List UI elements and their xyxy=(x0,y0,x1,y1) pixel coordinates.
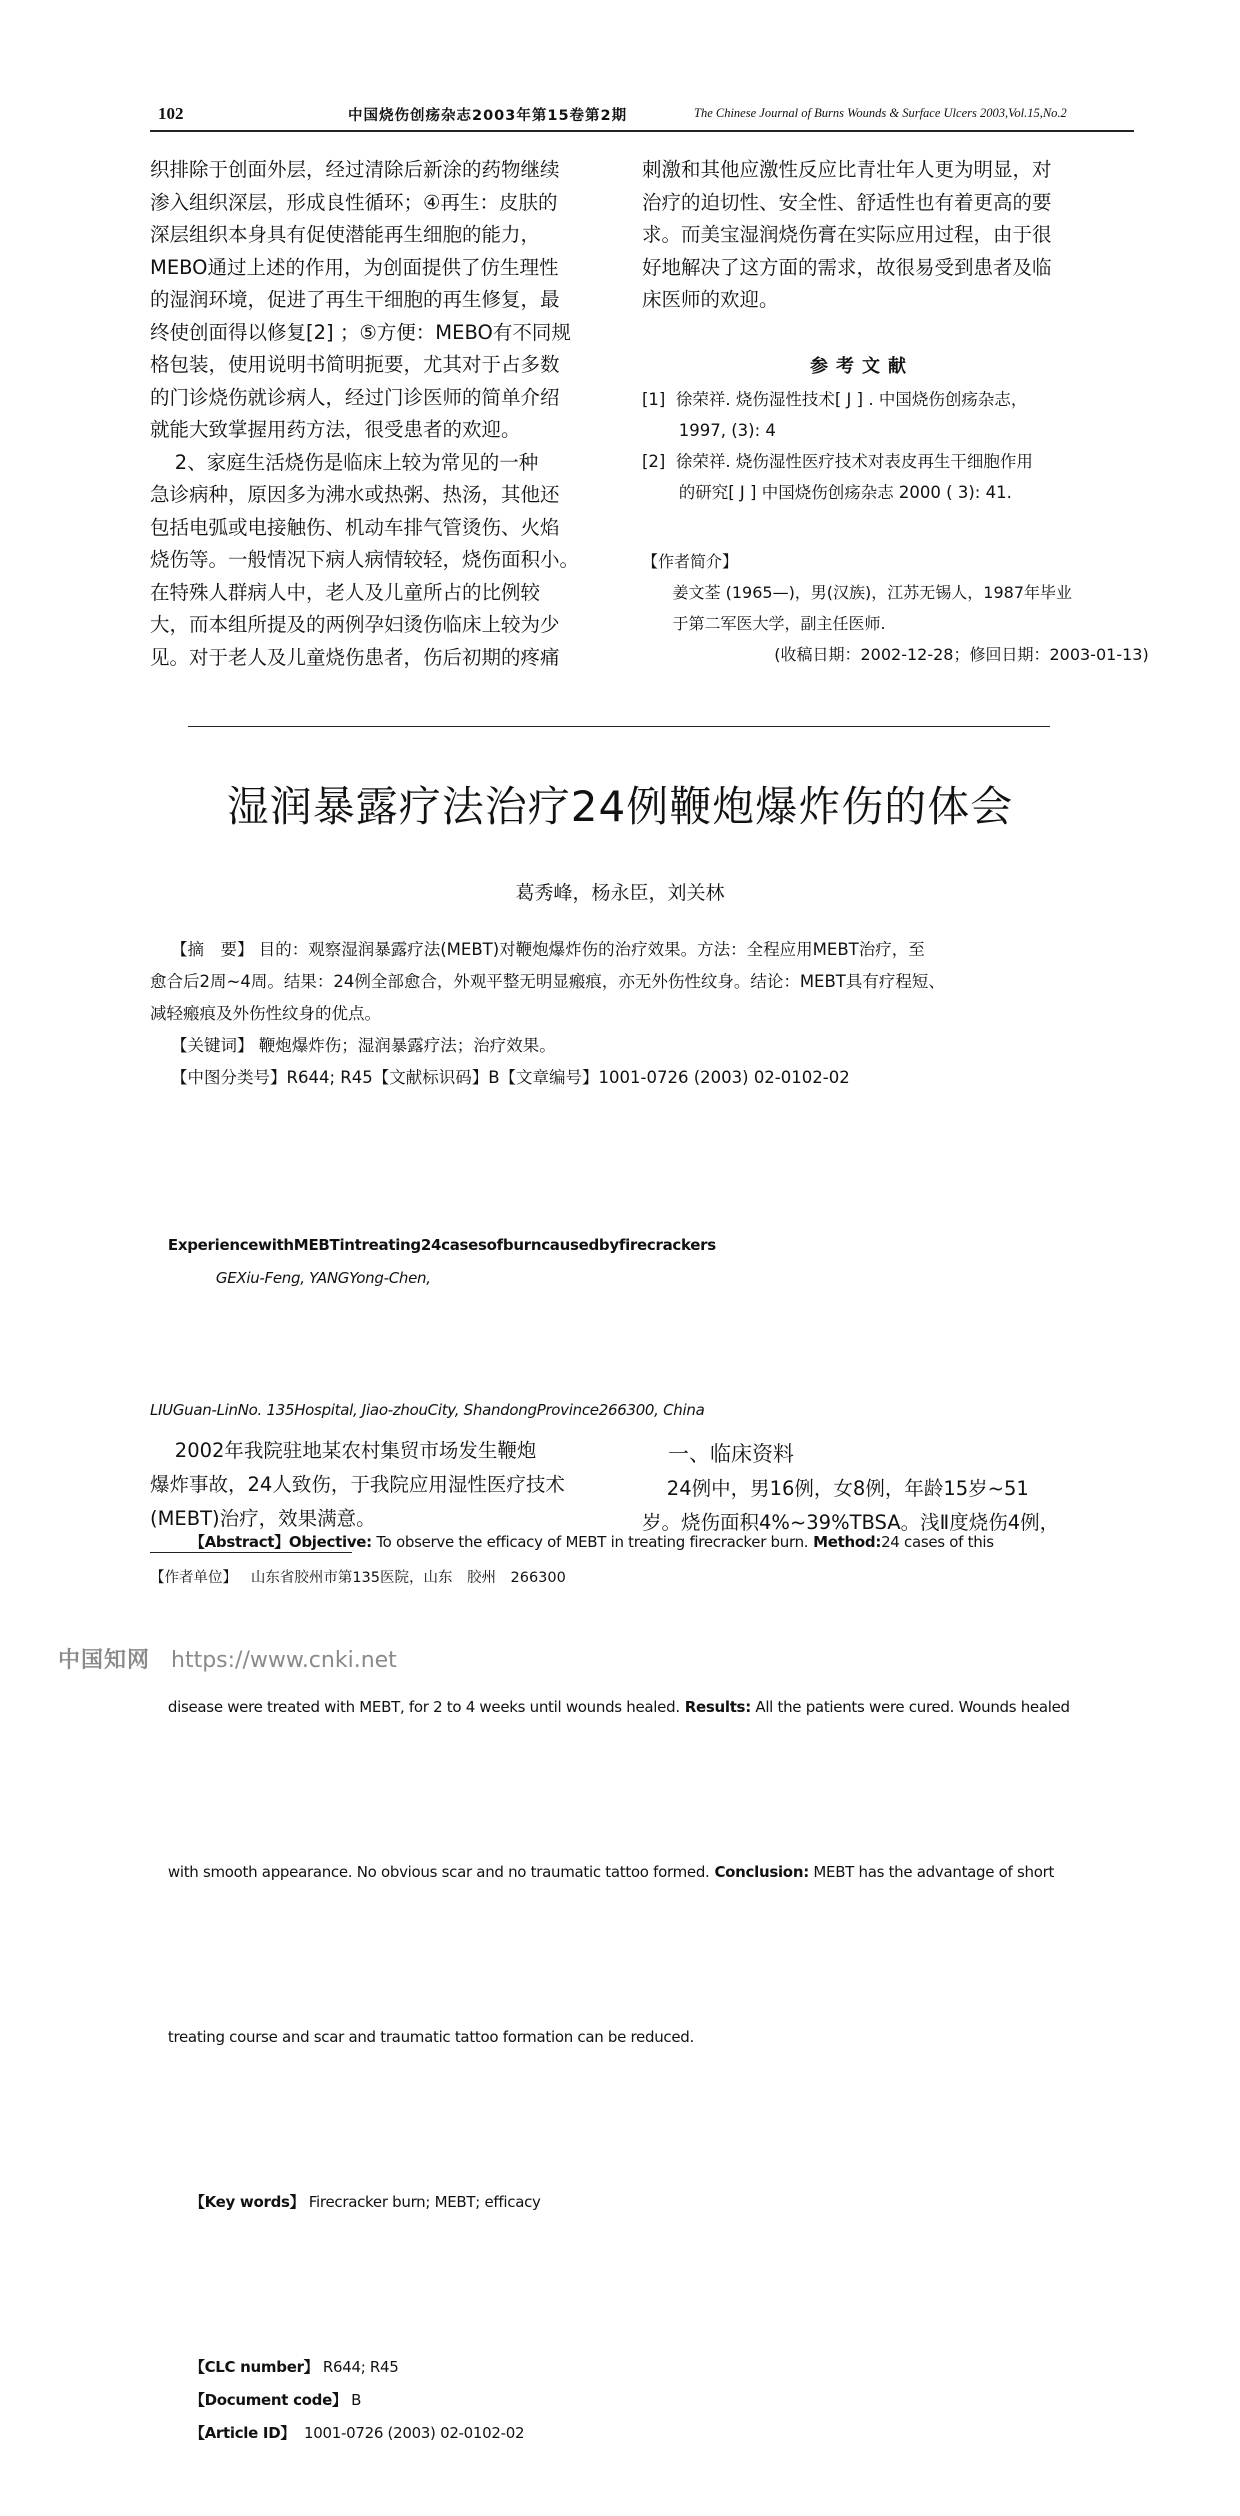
author-intro-line: 于第二军医大学，副主任医师. xyxy=(642,614,886,633)
text-line: 治疗的迫切性、安全性、舒适性也有着更高的要 xyxy=(642,190,1052,214)
article-divider xyxy=(188,726,1050,727)
text-line: MEBO通过上述的作用，为创面提供了仿生理性 xyxy=(150,255,559,279)
text-line: 2、家庭生活烧伤是临床上较为常见的一种 xyxy=(150,450,539,474)
abstract-en-title: ExperiencewithMEBTintreating24casesofburncausedbyfirecrackers xyxy=(167,1236,716,1254)
text-line: 求。而美宝湿润烧伤膏在实际应用过程，由于很 xyxy=(642,223,1052,246)
text-line: 24例中，男16例，女8例，年龄15岁~51 xyxy=(642,1477,1029,1500)
prev-article-right-column xyxy=(642,154,1052,317)
conclusion-label: Conclusion: xyxy=(709,1863,809,1881)
results-text: All the patients were cured. Wounds healed xyxy=(750,1698,1070,1716)
section-heading: 一、临床资料 xyxy=(668,1442,794,1466)
references-title: 参考文献 xyxy=(810,356,914,377)
objective-text: To observe the efficacy of MEBT in treating firecracker burn. xyxy=(371,1533,809,1551)
text-line: 刺激和其他应激性反应比青壮年人更为明显，对 xyxy=(642,158,1052,181)
abstract-cn xyxy=(150,934,1100,1094)
doc-code-label: 【Document code】 xyxy=(189,2391,347,2409)
cnki-url: https://www.cnki.net xyxy=(171,1648,397,1673)
author-intro-line: (收稿日期：2002-12-28；修回日期：2003-01-13) xyxy=(642,645,1149,664)
keywords-text: Firecracker burn; MEBT; efficacy xyxy=(304,2193,541,2211)
abstract-cn-line: 【中图分类号】R644; R45【文献标识码】B【文章编号】1001-0726 (2003) 02-0102-02 xyxy=(150,1068,850,1087)
header-rule xyxy=(150,130,1134,132)
text-line: 深层组织本身具有促使潜能再生细胞的能力， xyxy=(150,223,541,246)
text-line: 格包装，使用说明书简明扼要，尤其对于占多数 xyxy=(150,353,560,376)
abstract-en-affiliation: LIUGuan-LinNo. 135Hospital, Jiao-zhouCity, ShandongProvince266300, China xyxy=(150,1401,705,1419)
article-title: 湿润暴露疗法治疗24例鞭炮爆炸伤的体会 xyxy=(226,782,1014,831)
author-intro-line: 姜文荃 (1965—)，男(汉族)，江苏无锡人，1987年毕业 xyxy=(642,583,1073,602)
results-label: Results: xyxy=(679,1698,751,1716)
text-line: 的门诊烧伤就诊病人，经过门诊医师的简单介绍 xyxy=(150,385,560,409)
text-line: 织排除于创面外层，经过清除后新涂的药物继续 xyxy=(150,158,560,181)
text-line: 急诊病种，原因多为沸水或热粥、热汤，其他还 xyxy=(150,483,560,506)
reference-line: 的研究[ J ] 中国烧伤创疡杂志 2000 ( 3): 41. xyxy=(642,483,1012,502)
footnote-rule xyxy=(150,1552,352,1553)
abstract-en-authors: GEXiu-Feng, YANGYong-Chen, xyxy=(215,1269,431,1287)
author-affiliation-footnote: 【作者单位】 山东省胶州市第135医院，山东 胶州 266300 xyxy=(150,1570,566,1586)
abstract-cn-line: 【摘 要】 目的：观察湿润暴露疗法(MEBT)对鞭炮爆炸伤的治疗效果。方法：全程应用MEBT治疗，至 xyxy=(150,940,925,959)
method-label: Method: xyxy=(808,1533,882,1551)
body-left-column xyxy=(150,1434,565,1536)
text-line: 床医师的欢迎。 xyxy=(642,288,779,311)
text-line: 渗入组织深层，形成良性循环；④再生：皮肤的 xyxy=(150,190,558,214)
article-authors: 葛秀峰，杨永臣，刘关林 xyxy=(515,882,725,904)
text-line: 爆炸事故，24人致伤，于我院应用湿性医疗技术 xyxy=(150,1473,565,1496)
reference-line: [2] 徐荣祥. 烧伤湿性医疗技术对表皮再生干细胞作用 xyxy=(642,452,1033,471)
text-line: 见。对于老人及儿童烧伤患者，伤后初期的疼痛 xyxy=(150,645,560,669)
author-intro xyxy=(642,546,1149,670)
conclusion-text: MEBT has the advantage of short xyxy=(808,1863,1055,1881)
author-intro-line: 【作者简介】 xyxy=(642,552,739,571)
clc-label: 【CLC number】 xyxy=(189,2358,319,2376)
abstract-cn-line: 愈合后2周~4周。结果：24例全部愈合，外观平整无明显瘢痕，亦无外伤性纹身。结论：MEBT具有疗程短、 xyxy=(150,972,945,991)
text-line: (MEBT)治疗，效果满意。 xyxy=(150,1507,376,1530)
text-line: 的湿润环境，促进了再生干细胞的再生修复，最 xyxy=(150,288,560,311)
cnki-brand: 中国知网 xyxy=(58,1648,151,1673)
objective-label: Objective: xyxy=(288,1533,372,1551)
text-line: 包括电弧或电接触伤、机动车排气管烫伤、火焰 xyxy=(150,515,560,539)
references-list xyxy=(642,384,1033,508)
text-line: 在特殊人群病人中，老人及儿童所占的比例较 xyxy=(150,580,541,604)
clc-line xyxy=(150,2318,1110,2483)
abstract-label: 【Abstract】 xyxy=(189,1533,289,1551)
page-number: 102 xyxy=(158,104,184,123)
text-line: 好地解决了这方面的需求，故很易受到患者及临 xyxy=(642,255,1052,279)
abstract-cn-line: 【关键词】 鞭炮爆炸伤；湿润暴露疗法；治疗效果。 xyxy=(150,1036,556,1055)
abstract-cn-line: 减轻瘢痕及外伤性纹身的优点。 xyxy=(150,1004,381,1023)
text-line: 烧伤等。一般情况下病人病情较轻，烧伤面积小。 xyxy=(150,548,580,571)
line3-text: with smooth appearance. No obvious scar and no traumatic tattoo formed. xyxy=(167,1863,710,1881)
article-id-text: 1001-0726 (2003) 02-0102-02 xyxy=(295,2424,525,2442)
abstract-en xyxy=(150,1130,1110,2516)
body-right-column xyxy=(642,1472,1059,1540)
journal-title-cn: 中国烧伤创疡杂志2003年第15卷第2期 xyxy=(348,108,628,124)
line2-text: disease were treated with MEBT, for 2 to 4 weeks until wounds healed. xyxy=(167,1698,680,1716)
clc-text: R644; R45 xyxy=(318,2358,399,2376)
abstract-en-line-4 xyxy=(150,1988,1110,2087)
text-line: 岁。烧伤面积4%~39%TBSA。浅Ⅱ度烧伤4例， xyxy=(642,1511,1060,1534)
keywords-en-line xyxy=(150,2153,1110,2252)
keywords-label: 【Key words】 xyxy=(189,2193,305,2211)
abstract-en-line-3 xyxy=(150,1823,1110,1922)
reference-line: 1997, (3): 4 xyxy=(642,421,776,440)
journal-title-en: The Chinese Journal of Burns Wounds & Surface Ulcers 2003,Vol.15,No.2 xyxy=(694,106,1067,120)
method-text: 24 cases of this xyxy=(881,1533,994,1551)
prev-article-left-column xyxy=(150,154,579,674)
text-line: 就能大致掌握用药方法，很受患者的欢迎。 xyxy=(150,418,521,441)
cnki-watermark xyxy=(44,1618,397,1674)
line4-text: treating course and scar and traumatic tattoo formation can be reduced. xyxy=(167,2028,694,2046)
text-line: 2002年我院驻地某农村集贸市场发生鞭炮 xyxy=(150,1439,537,1462)
article-id-label: 【Article ID】 xyxy=(189,2424,296,2442)
reference-line: [1] 徐荣祥. 烧伤湿性技术[ J ] . 中国烧伤创疡杂志， xyxy=(642,390,1028,409)
text-line: 大，而本组所提及的两例孕妇烫伤临床上较为少 xyxy=(150,613,560,636)
abstract-en-title-line xyxy=(150,1196,1110,1328)
text-line: 终使创面得以修复[2] ；⑤方便：MEBO有不同规 xyxy=(150,320,571,344)
doc-code-text: B xyxy=(346,2391,362,2409)
